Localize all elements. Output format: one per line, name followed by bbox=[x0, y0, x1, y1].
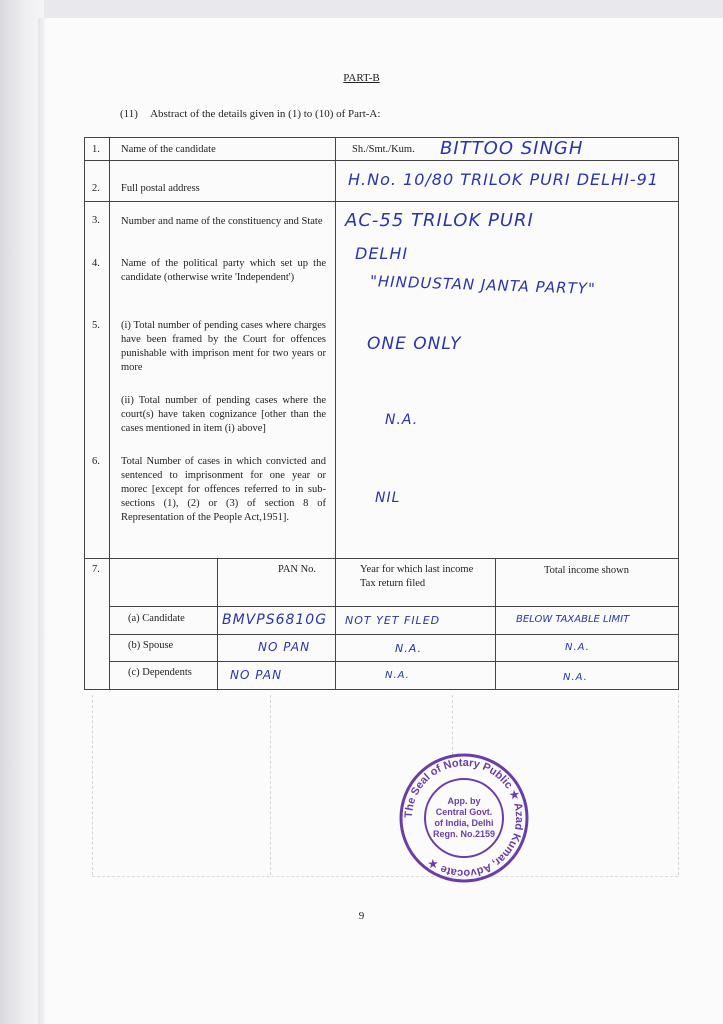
candidate-income-handwritten: BELOW TAXABLE LIMIT bbox=[516, 614, 630, 625]
part-title: PART-B bbox=[343, 72, 380, 84]
row-3-number: 3. bbox=[92, 215, 100, 226]
row-6-number: 6. bbox=[92, 456, 100, 467]
seal-center-line-1: App. by bbox=[447, 796, 481, 806]
convictions-handwritten: NIL bbox=[375, 490, 401, 506]
row-2-number: 2. bbox=[92, 183, 100, 194]
row-1-number: 1. bbox=[92, 144, 100, 155]
seal-center-line-3: of India, Delhi bbox=[434, 818, 494, 828]
address-handwritten: H.No. 10/80 TRILOK PURI DELHI-91 bbox=[348, 170, 659, 189]
tax-year-header: Year for which last income Tax return filed bbox=[360, 564, 474, 589]
row-5-number: 5. bbox=[92, 320, 100, 331]
constituency-handwritten-line2: DELHI bbox=[355, 244, 409, 263]
intro-number: (11) bbox=[120, 108, 138, 120]
row-7-number: 7. bbox=[92, 564, 100, 575]
row-5-label-ii: (ii) Total number of pending cases where the court(s) have taken cognizance [other than the cases mentioned in item (i) above] bbox=[121, 395, 326, 434]
spouse-income-handwritten: N.A. bbox=[565, 642, 590, 653]
row-4-number: 4. bbox=[92, 258, 100, 269]
row-1-prefix: Sh./Smt./Kum. bbox=[352, 144, 415, 155]
spouse-row-label: (b) Spouse bbox=[128, 640, 174, 651]
dependents-pan-handwritten: NO PAN bbox=[230, 668, 283, 682]
intro-line bbox=[120, 108, 380, 120]
seal-center-line-2: Central Govt. bbox=[435, 807, 493, 817]
row-5-label-i: (i) Total number of pending cases where charges have been framed by the Court for offences punishable with imprison ment for two years or more bbox=[121, 320, 326, 373]
intro-text: Abstract of the details given in (1) to (10) of Part-A: bbox=[150, 108, 381, 120]
pan-header: PAN No. bbox=[277, 564, 317, 575]
row-6-label: Total Number of cases in which convicted and sentenced to imprisonment for one year or morec [except for offences referred to in sub-sections (1), (2) or (3) of section 8 of Representation of the People Act,1951]. bbox=[121, 456, 326, 523]
notary-seal-stamp bbox=[398, 752, 530, 884]
dependents-tax-year-handwritten: N.A. bbox=[385, 670, 410, 681]
candidate-name-handwritten: BITTOO SINGH bbox=[440, 138, 584, 159]
seal-center-line-4: Regn. No.2159 bbox=[432, 829, 496, 839]
page-number: 9 bbox=[358, 910, 365, 922]
row-4-label: Name of the political party which set up the candidate (otherwise write 'Independent') bbox=[121, 258, 326, 283]
seal-ring-text: The Seal of Notary Public ★ Azad Kumar, Advocate ★ bbox=[402, 756, 526, 880]
candidate-tax-year-handwritten: NOT YET FILED bbox=[345, 614, 441, 627]
row-1-label: Name of the candidate bbox=[121, 144, 216, 155]
income-header: Total income shown bbox=[544, 565, 629, 576]
row-3-label: Number and name of the constituency and State bbox=[121, 216, 323, 227]
pending-cases-ii-handwritten: N.A. bbox=[385, 412, 419, 428]
spouse-pan-handwritten: NO PAN bbox=[258, 640, 311, 654]
party-handwritten: "HINDUSTAN JANTA PARTY" bbox=[369, 272, 597, 298]
pending-cases-i-handwritten: ONE ONLY bbox=[367, 334, 462, 354]
fold-shadow bbox=[38, 18, 48, 1024]
dependents-income-handwritten: N.A. bbox=[563, 672, 588, 683]
dependents-row-label: (c) Dependents bbox=[128, 667, 192, 678]
constituency-handwritten-line1: AC-55 TRILOK PURI bbox=[345, 210, 534, 231]
candidate-row-label: (a) Candidate bbox=[128, 613, 185, 624]
row-2-label: Full postal address bbox=[121, 183, 200, 194]
spouse-tax-year-handwritten: N.A. bbox=[395, 642, 422, 655]
candidate-pan-handwritten: BMVPS6810G bbox=[222, 612, 328, 628]
